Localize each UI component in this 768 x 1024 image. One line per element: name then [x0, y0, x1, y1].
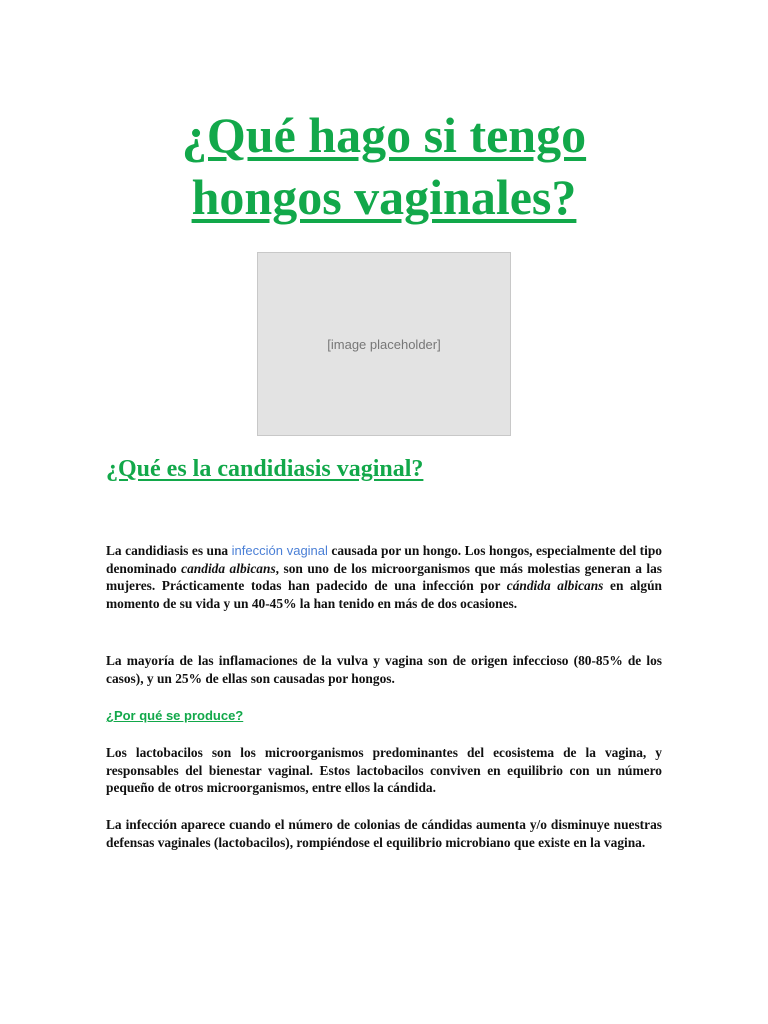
paragraph-1-text-d: en algún momento de su vida y un 40-45% la han tenido en más de dos ocasiones.: [106, 578, 662, 612]
paragraph-4: La infección aparece cuando el número de colonias de cándidas aumenta y/o disminuye nuestras defensas vaginales (lactobacilos), rompiéndose el equilibrio microbiano que existe en la vagina.: [106, 817, 662, 850]
figure-placeholder-note: [image placeholder]: [327, 336, 441, 352]
figure-placeholder: [257, 252, 511, 436]
paragraph-1-text-a: La candidiasis es una: [106, 543, 232, 558]
species-name-italic-2: cándida albicans: [506, 578, 604, 594]
species-name-italic: candida albicans: [181, 560, 276, 576]
paragraph-3: Los lactobacilos son los microorganismos predominantes del ecosistema de la vagina, y responsables del bienestar vaginal. Estos lactobacilos conviven en equilibrio con un número pequeño de otros microorganismos, entre ellos la cándida.: [106, 745, 662, 796]
paragraph-2: La mayoría de las inflamaciones de la vulva y vagina son de origen infeccioso (80-85% de los casos), y un 25% de ellas son causadas por hongos.: [106, 653, 662, 686]
paragraph-1: [106, 542, 662, 613]
section-heading: ¿Qué es la candidiasis vaginal?: [106, 456, 424, 482]
subsection-heading: ¿Por qué se produce?: [106, 708, 244, 723]
paragraph-1-text-c: , son uno de los microorganismos que más molestias generan a las mujeres. Prácticamente todas han padecido de una infección por: [106, 560, 662, 594]
vaginal-infection-link[interactable]: infección vaginal: [231, 543, 328, 558]
paragraph-1-text-b: causada por un hongo. Los hongos, especialmente del tipo denominado: [106, 543, 663, 576]
page-title: [60, 104, 708, 228]
page-title-line-2: hongos vaginales?: [191, 169, 577, 225]
page-title-line-1: ¿Qué hago si tengo: [181, 107, 587, 163]
